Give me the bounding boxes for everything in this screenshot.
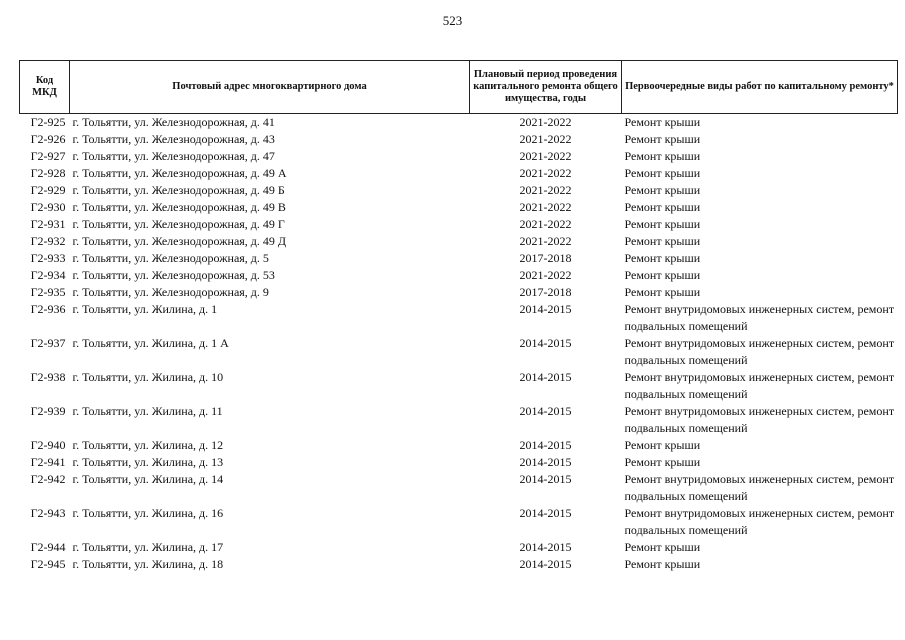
header-period: Плановый период проведения капитального ремонта общего имущества, годы — [470, 61, 622, 114]
cell-period: 2014-2015 — [519, 336, 572, 350]
cell-works: Ремонт крыши — [624, 268, 701, 282]
cell-address: г. Тольятти, ул. Железнодорожная, д. 49 Б — [72, 183, 285, 197]
cell-works: Ремонт крыши — [624, 149, 701, 163]
cell-works: Ремонт внутридомовых инженерных систем, ремонт подвальных помещений — [624, 506, 895, 537]
cell-code: Г2-939 — [30, 404, 66, 418]
cell-address: г. Тольятти, ул. Железнодорожная, д. 9 — [72, 285, 269, 299]
cell-period: 2017-2018 — [519, 251, 572, 265]
repair-schedule-table — [19, 60, 898, 573]
cell-address: г. Тольятти, ул. Железнодорожная, д. 49 Д — [72, 234, 287, 248]
cell-code: Г2-942 — [30, 472, 66, 486]
cell-address: г. Тольятти, ул. Жилина, д. 18 — [72, 557, 224, 571]
cell-address: г. Тольятти, ул. Жилина, д. 12 — [72, 438, 224, 452]
cell-works: Ремонт крыши — [624, 438, 701, 452]
cell-code: Г2-937 — [30, 336, 66, 350]
cell-address: г. Тольятти, ул. Железнодорожная, д. 49 А — [72, 166, 287, 180]
cell-address: г. Тольятти, ул. Железнодорожная, д. 53 — [72, 268, 275, 282]
cell-works: Ремонт внутридомовых инженерных систем, ремонт подвальных помещений — [624, 336, 895, 367]
cell-works: Ремонт крыши — [624, 251, 701, 265]
cell-period: 2014-2015 — [519, 540, 572, 554]
table-row — [20, 250, 898, 267]
cell-address: г. Тольятти, ул. Железнодорожная, д. 47 — [72, 149, 275, 163]
cell-works: Ремонт внутридомовых инженерных систем, ремонт подвальных помещений — [624, 302, 895, 333]
cell-period: 2021-2022 — [519, 115, 572, 129]
table-row — [20, 437, 898, 454]
header-code: Код МКД — [20, 61, 70, 114]
table-row — [20, 471, 898, 505]
table-row — [20, 199, 898, 216]
cell-works: Ремонт крыши — [624, 115, 701, 129]
table-row — [20, 454, 898, 471]
cell-period: 2021-2022 — [519, 183, 572, 197]
table-row — [20, 165, 898, 182]
cell-code: Г2-931 — [30, 217, 66, 231]
cell-works: Ремонт крыши — [624, 183, 701, 197]
cell-works: Ремонт крыши — [624, 557, 701, 571]
cell-code: Г2-926 — [30, 132, 66, 146]
cell-address: г. Тольятти, ул. Жилина, д. 13 — [72, 455, 224, 469]
cell-code: Г2-927 — [30, 149, 66, 163]
cell-code: Г2-934 — [30, 268, 66, 282]
cell-period: 2014-2015 — [519, 506, 572, 520]
cell-address: г. Тольятти, ул. Жилина, д. 1 А — [72, 336, 229, 350]
table-row — [20, 301, 898, 335]
cell-address: г. Тольятти, ул. Жилина, д. 17 — [72, 540, 224, 554]
cell-period: 2017-2018 — [519, 285, 572, 299]
cell-works: Ремонт крыши — [624, 132, 701, 146]
cell-period: 2014-2015 — [519, 302, 572, 316]
table-row — [20, 182, 898, 199]
header-works: Первоочередные виды работ по капитальному ремонту* — [622, 61, 898, 114]
cell-period: 2014-2015 — [519, 455, 572, 469]
cell-period: 2014-2015 — [519, 557, 572, 571]
cell-code: Г2-930 — [30, 200, 66, 214]
cell-works: Ремонт крыши — [624, 455, 701, 469]
table-row — [20, 335, 898, 369]
cell-period: 2021-2022 — [519, 149, 572, 163]
table-row — [20, 114, 898, 132]
cell-works: Ремонт внутридомовых инженерных систем, ремонт подвальных помещений — [624, 370, 895, 401]
page-number: 523 — [442, 13, 463, 28]
cell-address: г. Тольятти, ул. Жилина, д. 10 — [72, 370, 224, 384]
cell-period: 2021-2022 — [519, 200, 572, 214]
cell-code: Г2-929 — [30, 183, 66, 197]
cell-works: Ремонт крыши — [624, 540, 701, 554]
table-header — [20, 61, 898, 114]
cell-works: Ремонт внутридомовых инженерных систем, ремонт подвальных помещений — [624, 404, 895, 435]
cell-address: г. Тольятти, ул. Жилина, д. 14 — [72, 472, 224, 486]
cell-period: 2014-2015 — [519, 472, 572, 486]
cell-period: 2021-2022 — [519, 132, 572, 146]
cell-works: Ремонт крыши — [624, 234, 701, 248]
cell-period: 2014-2015 — [519, 438, 572, 452]
cell-address: г. Тольятти, ул. Железнодорожная, д. 49 Г — [72, 217, 285, 231]
cell-period: 2021-2022 — [519, 268, 572, 282]
cell-period: 2021-2022 — [519, 166, 572, 180]
table-row — [20, 539, 898, 556]
cell-code: Г2-943 — [30, 506, 66, 520]
cell-address: г. Тольятти, ул. Жилина, д. 1 — [72, 302, 218, 316]
header-address: Почтовый адрес многоквартирного дома — [70, 61, 470, 114]
table-row — [20, 216, 898, 233]
cell-address: г. Тольятти, ул. Жилина, д. 16 — [72, 506, 224, 520]
cell-address: г. Тольятти, ул. Железнодорожная, д. 5 — [72, 251, 269, 265]
table-row — [20, 233, 898, 250]
table-row — [20, 369, 898, 403]
cell-address: г. Тольятти, ул. Железнодорожная, д. 43 — [72, 132, 275, 146]
table-row — [20, 284, 898, 301]
table-body — [20, 114, 898, 574]
cell-period: 2014-2015 — [519, 370, 572, 384]
table-row — [20, 267, 898, 284]
cell-period: 2014-2015 — [519, 404, 572, 418]
table-row — [20, 556, 898, 573]
cell-works: Ремонт крыши — [624, 200, 701, 214]
cell-works: Ремонт внутридомовых инженерных систем, ремонт подвальных помещений — [624, 472, 895, 503]
table-row — [20, 148, 898, 165]
cell-code: Г2-940 — [30, 438, 66, 452]
cell-code: Г2-932 — [30, 234, 66, 248]
table-row — [20, 131, 898, 148]
cell-code: Г2-935 — [30, 285, 66, 299]
cell-code: Г2-928 — [30, 166, 66, 180]
cell-works: Ремонт крыши — [624, 217, 701, 231]
cell-code: Г2-944 — [30, 540, 66, 554]
cell-address: г. Тольятти, ул. Жилина, д. 11 — [72, 404, 223, 418]
cell-period: 2021-2022 — [519, 217, 572, 231]
table-row — [20, 403, 898, 437]
cell-period: 2021-2022 — [519, 234, 572, 248]
cell-code: Г2-941 — [30, 455, 66, 469]
cell-address: г. Тольятти, ул. Железнодорожная, д. 41 — [72, 115, 275, 129]
cell-works: Ремонт крыши — [624, 285, 701, 299]
table-row — [20, 505, 898, 539]
cell-code: Г2-945 — [30, 557, 66, 571]
cell-works: Ремонт крыши — [624, 166, 701, 180]
cell-code: Г2-936 — [30, 302, 66, 316]
cell-address: г. Тольятти, ул. Железнодорожная, д. 49 В — [72, 200, 286, 214]
cell-code: Г2-925 — [30, 115, 66, 129]
cell-code: Г2-933 — [30, 251, 66, 265]
cell-code: Г2-938 — [30, 370, 66, 384]
